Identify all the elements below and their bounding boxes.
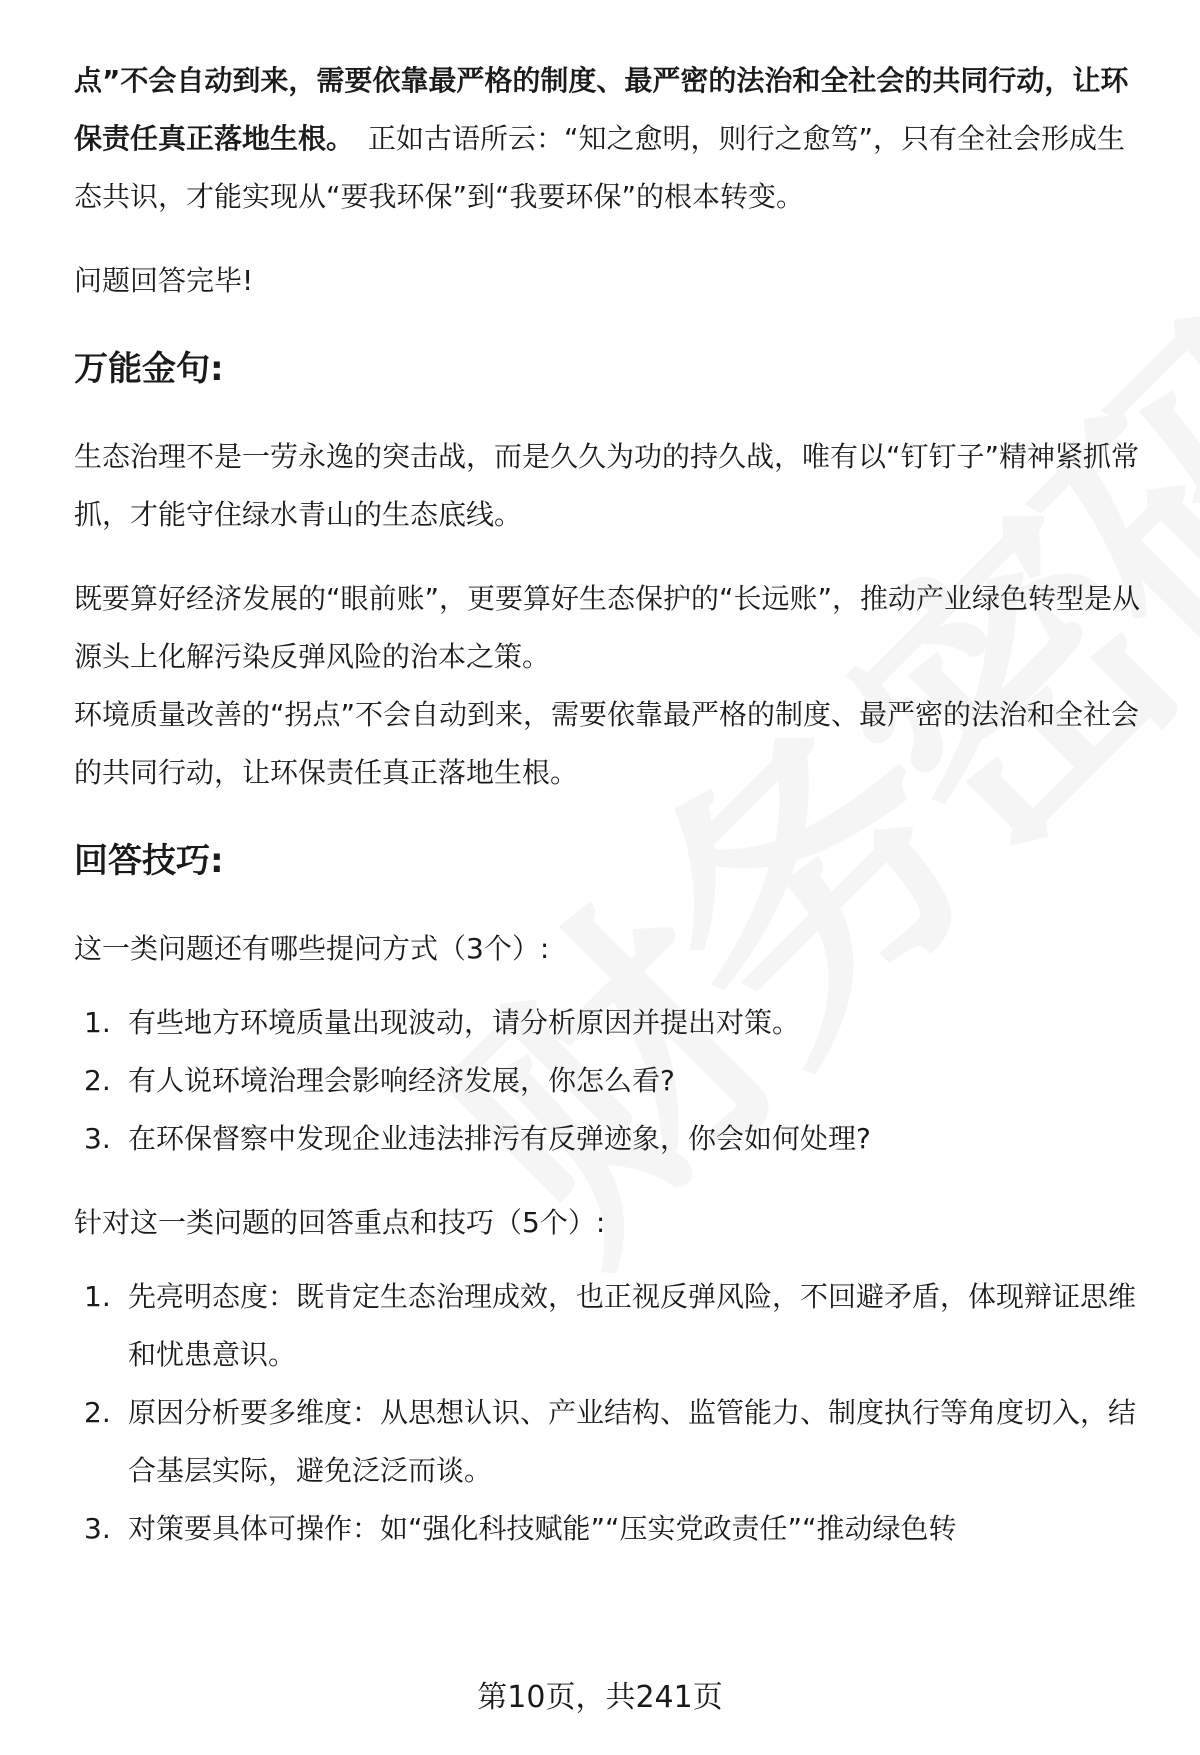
question-ways-list — [74, 994, 1149, 1168]
golden-sentences-heading: 万能金句: — [74, 349, 224, 389]
golden-sentence-1: 生态治理不是一劳永逸的突击战，而是久久为功的持久战，唯有以“钉钉子”精神紧抓常抓，才能守住绿水青山的生态底线。 — [74, 440, 1140, 531]
list-item-number: 1. — [84, 1280, 111, 1313]
question-ways-intro: 这一类问题还有哪些提问方式（3个）: — [74, 932, 550, 965]
list-item — [74, 1110, 1149, 1168]
list-item-text: 原因分析要多维度：从思想认识、产业结构、监管能力、制度执行等角度切入，结合基层实际，避免泛泛而谈。 — [128, 1396, 1137, 1487]
list-item — [74, 1500, 1149, 1558]
list-item — [74, 994, 1149, 1052]
list-item-number: 1. — [84, 1006, 111, 1039]
list-item — [74, 1052, 1149, 1110]
list-item — [74, 1268, 1149, 1384]
list-item-number: 2. — [84, 1064, 111, 1097]
page-content — [74, 52, 1149, 1558]
list-item-text: 有些地方环境质量出现波动，请分析原因并提出对策。 — [128, 1006, 801, 1039]
tips-heading: 回答技巧: — [74, 841, 224, 881]
golden-sentence-3: 环境质量改善的“拐点”不会自动到来，需要依靠最严格的制度、最严密的法治和全社会的共同行动，让环保责任真正落地生根。 — [74, 698, 1140, 789]
answer-done-text: 问题回答完毕! — [74, 264, 254, 297]
list-item-text: 有人说环境治理会影响经济发展，你怎么看? — [128, 1064, 675, 1097]
list-item-text: 对策要具体可操作：如“强化科技赋能”“压实党政责任”“推动绿色转 — [128, 1512, 957, 1545]
intro-paragraph — [74, 52, 1149, 226]
page-number-footer: 第10页，共241页 — [477, 1680, 723, 1715]
list-item-text: 在环保督察中发现企业违法排污有反弹迹象，你会如何处理? — [128, 1122, 871, 1155]
list-item-number: 3. — [84, 1512, 111, 1545]
list-item-text: 先亮明态度：既肯定生态治理成效，也正视反弹风险，不回避矛盾，体现辩证思维和忧患意识。 — [128, 1280, 1137, 1371]
list-item-number: 3. — [84, 1122, 111, 1155]
list-item-number: 2. — [84, 1396, 111, 1429]
key-points-list — [74, 1268, 1149, 1558]
list-item — [74, 1384, 1149, 1500]
intro-normal-text: 正如古语所云：“知之愈明，则行之愈笃”，只有全社会形成生态共识，才能实现从“要我环保”到“我要环保”的根本转变。 — [74, 122, 1126, 213]
golden-sentence-2: 既要算好经济发展的“眼前账”，更要算好生态保护的“长远账”，推动产业绿色转型是从源头上化解污染反弹风险的治本之策。 — [74, 582, 1141, 673]
key-points-intro: 针对这一类问题的回答重点和技巧（5个）: — [74, 1206, 606, 1239]
intro-bold-text: 点”不会自动到来，需要依靠最严格的制度、最严密的法治和全社会的共同行动，让环保责任真正落地生根。 — [74, 64, 1129, 155]
